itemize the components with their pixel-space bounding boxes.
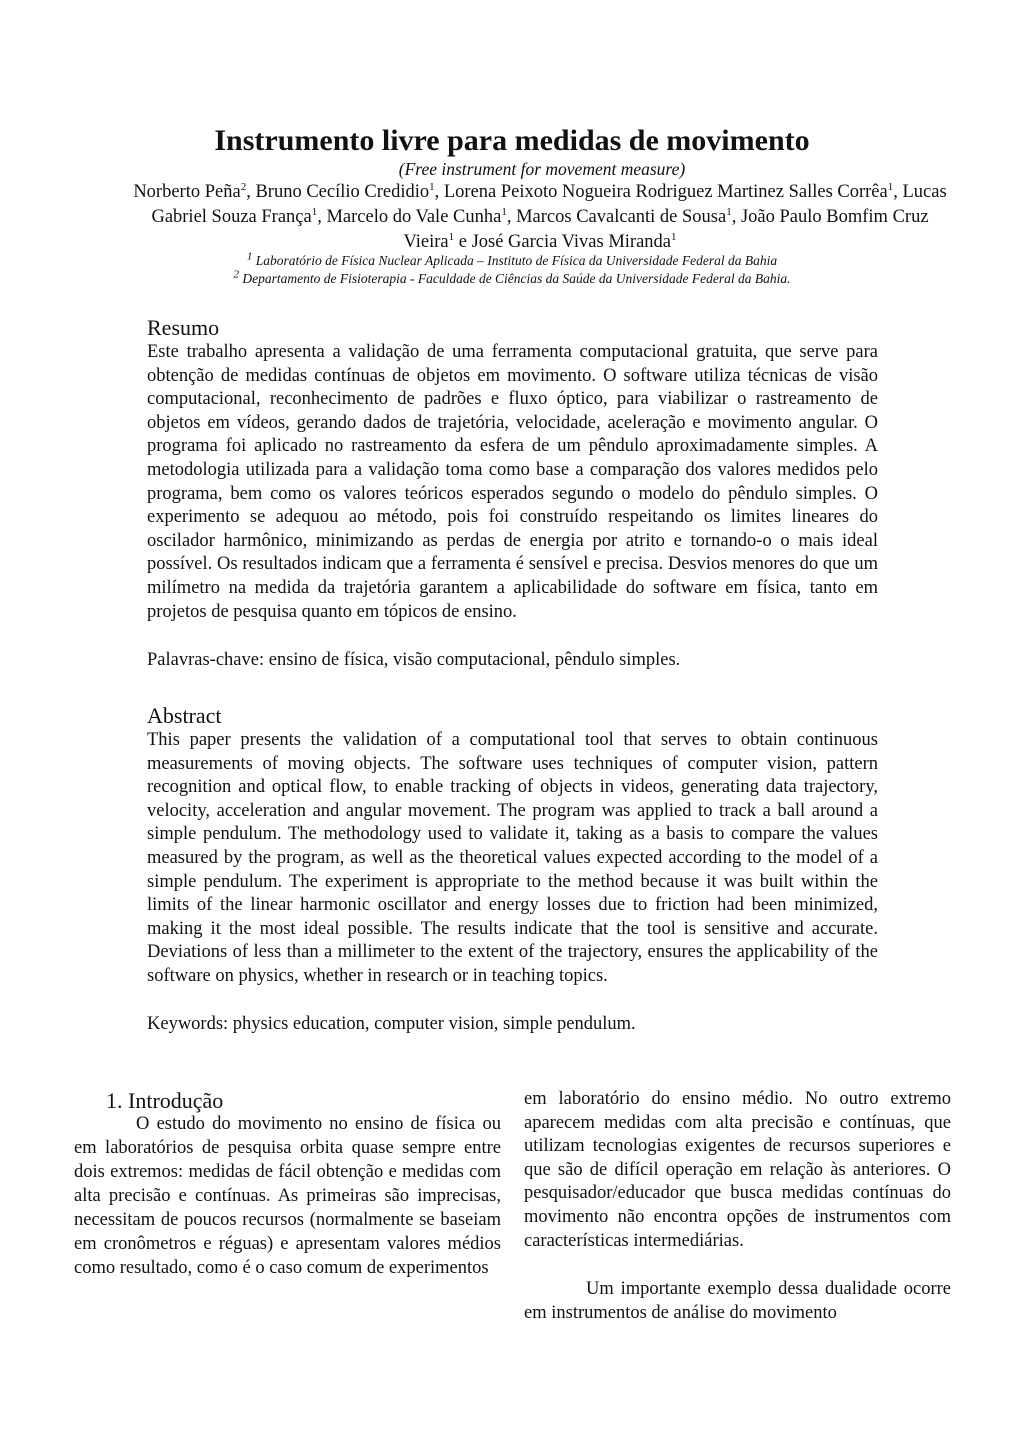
affiliation-mark: 2 (233, 268, 239, 281)
affiliation-text: Laboratório de Física Nuclear Aplicada – Instituto de Física da Universidade Federal da Bahia (255, 253, 778, 268)
author-affiliation-mark: 1 (887, 180, 894, 193)
author-name: , João Paulo Bomfim Cruz Vieira (403, 207, 929, 252)
author-name: , Bruno Cecílio Credidio (246, 182, 430, 202)
author-affiliation-mark: 1 (448, 230, 455, 243)
resumo-heading: Resumo (147, 315, 220, 340)
author-affiliation-mark: 1 (501, 205, 507, 218)
author-name: Norberto Peña (133, 182, 241, 202)
paper-title: Instrumento livre para medidas de movimento (214, 124, 810, 157)
resumo-keywords: Palavras-chave: ensino de física, visão computacional, pêndulo simples. (147, 650, 681, 670)
author-affiliation-mark: 1 (671, 230, 677, 243)
abstract-keywords: Keywords: physics education, computer vision, simple pendulum. (147, 1014, 636, 1034)
affiliation-text: Departamento de Fisioterapia - Faculdade de Ciências da Saúde da Universidade Federal da Bahia. (242, 271, 791, 286)
author-affiliation-mark: 1 (311, 205, 318, 218)
abstract-body: This paper presents the validation of a computational tool that serves to obtain continuous measurements of moving objects. The software uses techniques of computer vision, pattern recognition and optical flow, to enable tracking of objects in videos, generating data trajectory, velocity, acceleration and angular movement. The program was applied to track a ball around a simple pendulum. The methodology used to validate it, taking as a basis to compare the values measured by the program, as well as the theoretical values expected according to the model of a simple pendulum. The experiment is appropriate to the method because it was built within the limits of the linear harmonic oscillator and energy losses due to friction had been minimized, making it the most ideal possible. The results indicate that the tool is sensitive and accurate. Deviations of less than a millimeter to the extent of the trajectory, ensures the applicability of the software on physics, whether in research or in teaching topics. (147, 730, 878, 986)
author-name: , Lorena Peixoto Nogueira Rodriguez Martinez Salles Corrêa (434, 182, 888, 202)
introduction-right-paragraph-2: Um importante exemplo dessa dualidade ocorre em instrumentos de análise do movimento (524, 1279, 951, 1323)
resumo-body: Este trabalho apresenta a validação de uma ferramenta computacional gratuita, que serve para obtenção de medidas contínuas de objetos em movimento. O software utiliza técnicas de visão computacional, reconhecimento de padrões e fluxo óptico, para viabilizar o rastreamento de objetos em vídeos, gerando dados de trajetória, velocidade, aceleração e movimento angular. O programa foi aplicado no rastreamento da esfera de um pêndulo aproximadamente simples. A metodologia utilizada para a validação toma como base a comparação dos valores medidos pelo programa, bem como os valores teóricos esperados segundo o modelo do pêndulo simples. O experimento se adequou ao método, pois foi construído respeitando os limites lineares do oscilador harmônico, minimizando as perdas de energia por atrito e tornando-o o mais ideal possível. Os resultados indicam que a ferramenta é sensível e precisa. Desvios menores do que um milímetro na medida da trajetória garantem a aplicabilidade do software em física, tanto em projetos de pesquisa quanto em tópicos de ensino. (147, 342, 878, 622)
author-name: , Marcelo do Vale Cunha (317, 207, 502, 227)
author-name: e José Garcia Vivas Miranda (454, 232, 671, 252)
author-name: , Lucas Gabriel Souza França (151, 182, 947, 227)
introduction-left-paragraph: O estudo do movimento no ensino de física ou em laboratórios de pesquisa orbita quase sempre entre dois extremos: medidas de fácil obtenção e medidas com alta precisão e contínuas. As primeiras são imprecisas, necessitam de poucos recursos (normalmente se baseiam em cronômetros e réguas) e apresentam valores médios como resultado, como é o caso comum de experimentos (74, 1114, 501, 1278)
abstract-heading: Abstract (147, 703, 222, 728)
author-affiliation-mark: 2 (240, 180, 247, 193)
introduction-heading: 1. Introdução (106, 1088, 224, 1113)
author-name: , Marcos Cavalcanti de Sousa (506, 207, 727, 227)
affiliation-1 (0, 252, 1024, 270)
author-affiliation-mark: 1 (429, 180, 435, 193)
introduction-right-paragraph-1: em laboratório do ensino médio. No outro extremo aparecem medidas com alta precisão e contínuas, que utilizam tecnologias exigentes de recursos superiores e que são de difícil operação em relação às anteriores. O pesquisador/educador que busca medidas contínuas do movimento não encontra opções de instrumentos com características intermediárias. (524, 1089, 951, 1251)
author-affiliation-mark: 1 (726, 205, 732, 218)
affiliation-mark: 1 (246, 250, 253, 263)
affiliation-2 (0, 270, 1024, 288)
paper-subtitle: (Free instrument for movement measure) (398, 159, 686, 179)
author-list (130, 180, 950, 255)
